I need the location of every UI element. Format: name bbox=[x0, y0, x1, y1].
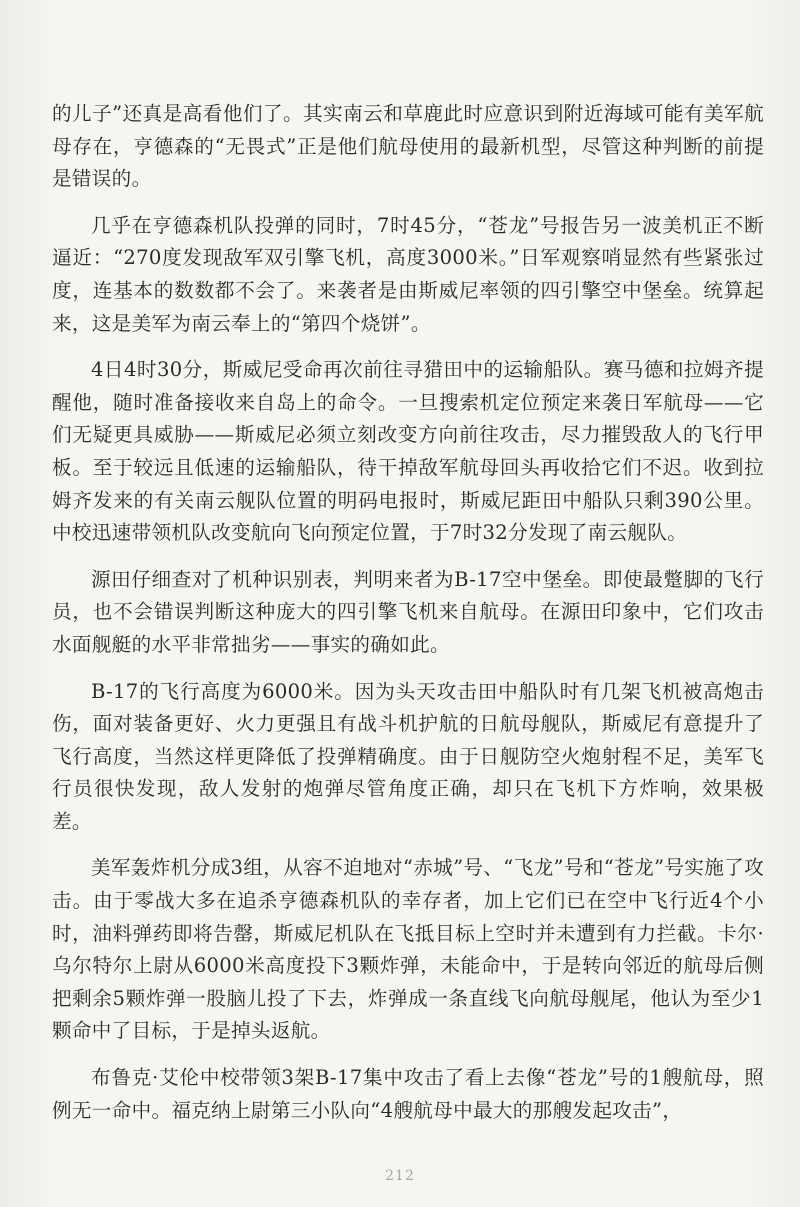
paragraph: 美军轰炸机分成3组，从容不迫地对“赤城”号、“飞龙”号和“苍龙”号实施了攻击。由于零战大多在追杀亨德森机队的幸存者，加上它们已在空中飞行近4个小时，油料弹药即将告罄，斯威尼机队在飞抵目标上空时并未遭到有力拦截。卡尔·乌尔特尔上尉从6000米高度投下3颗炸弹，未能命中，于是转向邻近的航母后侧把剩余5颗炸弹一股脑儿投了下去，炸弹成一条直线飞向航母舰尾，他认为至少1颗命中了目标，于是掉头返航。 bbox=[52, 856, 764, 1043]
paragraph: 几乎在亨德森机队投弹的同时，7时45分，“苍龙”号报告另一波美机正不断逼近：“270度发现敌军双引擎飞机，高度3000米。”日军观察哨显然有些紧张过度，连基本的数数都不会了。来袭者是由斯威尼率领的四引擎空中堡垒。统算起来，这是美军为南云奉上的“第四个烧饼”。 bbox=[52, 213, 764, 335]
paragraph: 4日4时30分，斯威尼受命再次前往寻猎田中的运输船队。赛马德和拉姆齐提醒他，随时准备接收来自岛上的命令。一旦搜索机定位预定来袭日军航母——它们无疑更具威胁——斯威尼必须立刻改变方向前往攻击，尽力摧毁敌人的飞行甲板。至于较远且低速的运输船队，待干掉敌军航母回头再收拾它们不迟。收到拉姆齐发来的有关南云舰队位置的明码电报时，斯威尼距田中船队只剩390公里。中校迅速带领机队改变航向飞向预定位置，于7时32分发现了南云舰队。 bbox=[52, 358, 764, 545]
paragraph: 源田仔细查对了机种识别表，判明来者为B-17空中堡垒。即使最蹩脚的飞行员，也不会错误判断这种庞大的四引擎飞机来自航母。在源田印象中，它们攻击水面舰艇的水平非常拙劣——事实的确如此。 bbox=[52, 567, 764, 656]
paragraph: 布鲁克·艾伦中校带领3架B-17集中攻击了看上去像“苍龙”号的1艘航母，照例无一命中。福克纳上尉第三小队向“4艘航母中最大的那艘发起攻击”， bbox=[52, 1066, 764, 1122]
paragraph: B-17的飞行高度为6000米。因为头天攻击田中船队时有几架飞机被高炮击伤，面对装备更好、火力更强且有战斗机护航的日航母舰队，斯威尼有意提升了飞行高度，当然这样更降低了投弹精确度。由于日舰防空火炮射程不足，美军飞行员很快发现，敌人发射的炮弹尽管角度正确，却只在飞机下方炸响，效果极差。 bbox=[52, 679, 764, 833]
body-text bbox=[52, 98, 764, 1141]
paragraph-continuation: 的儿子”还真是高看他们了。其实南云和草鹿此时应意识到附近海域可能有美军航母存在，亨德森的“无畏式”正是他们航母使用的最新机型，尽管这种判断的前提是错误的。 bbox=[52, 102, 764, 191]
page-number: 212 bbox=[385, 1168, 415, 1184]
